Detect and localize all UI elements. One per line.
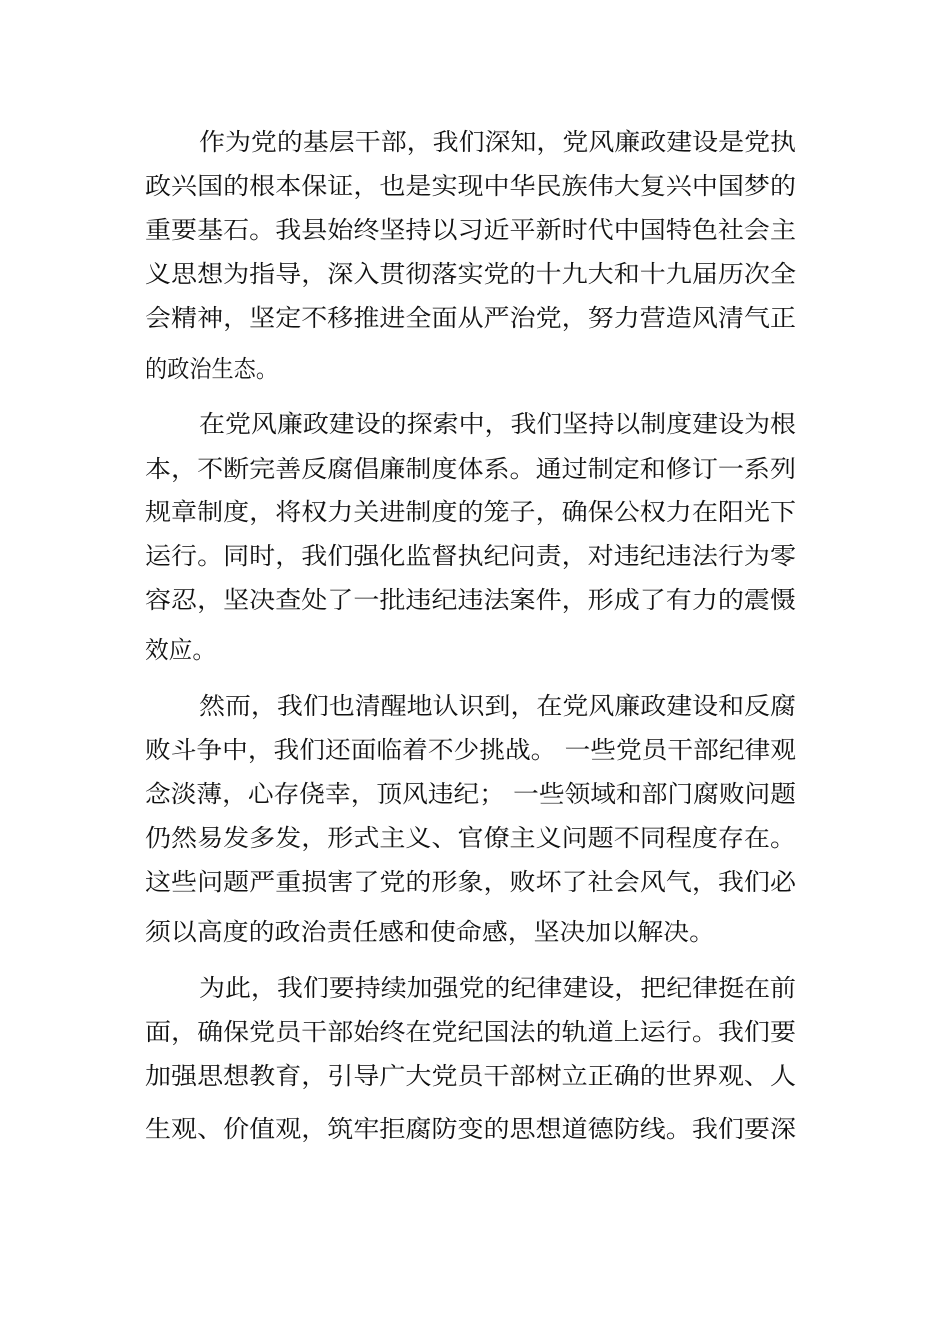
- paragraph-1-line-3: 重要基石。我县始终坚持以习近平新时代中国特色社会主: [145, 216, 796, 244]
- paragraph-4-line-2: 面，确保党员干部始终在党纪国法的轨道上运行。我们要: [145, 1018, 796, 1046]
- paragraph-2-line-3: 规章制度，将权力关进制度的笼子，确保公权力在阳光下: [145, 498, 796, 526]
- paragraph-1-line-6: 的政治生态。: [145, 355, 278, 383]
- paragraph-3-line-2: 败斗争中，我们还面临着不少挑战。 一些党员干部纪律观: [145, 736, 796, 764]
- paragraph-2-line-1: 在党风廉政建设的探索中，我们坚持以制度建设为根: [199, 410, 796, 438]
- paragraph-4-line-1: 为此，我们要持续加强党的纪律建设，把纪律挺在前: [199, 974, 796, 1002]
- paragraph-3-line-4: 仍然易发多发，形式主义、官僚主义问题不同程度存在。: [145, 824, 796, 852]
- paragraph-3-line-5: 这些问题严重损害了党的形象，败坏了社会风气，我们必: [145, 868, 796, 896]
- paragraph-2-line-4: 运行。同时，我们强化监督执纪问责，对违纪违法行为零: [145, 542, 796, 570]
- paragraph-1-line-4: 义思想为指导，深入贯彻落实党的十九大和十九届历次全: [145, 260, 796, 288]
- paragraph-3-line-6: 须以高度的政治责任感和使命感，坚决加以解决。: [145, 918, 715, 946]
- paragraph-4-line-3: 加强思想教育，引导广大党员干部树立正确的世界观、人: [145, 1062, 796, 1090]
- paragraph-2-line-5: 容忍，坚决查处了一批违纪违法案件，形成了有力的震慑: [145, 586, 796, 614]
- paragraph-1-line-1: 作为党的基层干部，我们深知，党风廉政建设是党执: [199, 128, 796, 156]
- paragraph-1-line-5: 会精神，坚定不移推进全面从严治党，努力营造风清气正: [145, 304, 796, 332]
- paragraph-2-line-2: 本，不断完善反腐倡廉制度体系。通过制定和修订一系列: [145, 455, 796, 483]
- paragraph-3-line-3: 念淡薄，心存侥幸，顶风违纪； 一些领域和部门腐败问题: [145, 780, 796, 808]
- paragraph-2-line-6: 效应。: [145, 636, 216, 664]
- paragraph-4-line-4: 生观、价值观，筑牢拒腐防变的思想道德防线。我们要深: [145, 1115, 796, 1143]
- paragraph-1-line-2: 政兴国的根本保证，也是实现中华民族伟大复兴中国梦的: [145, 172, 796, 200]
- paragraph-3-line-1: 然而，我们也清醒地认识到，在党风廉政建设和反腐: [199, 692, 796, 720]
